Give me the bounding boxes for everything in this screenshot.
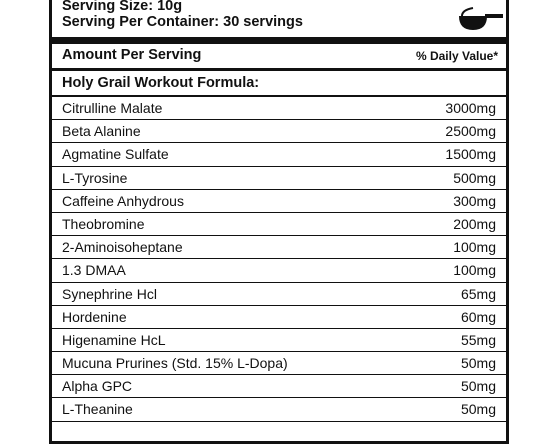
scoop-icon [455,2,505,32]
ingredient-name: L-Theanine [62,401,133,418]
ingredient-row [52,120,506,143]
amount-per-serving-header: Amount Per Serving [62,47,202,63]
ingredient-amount: 50mg [460,355,496,372]
ingredient-name: Higenamine HcL [62,331,166,348]
thick-divider [52,37,506,44]
ingredient-amount: 200mg [453,215,496,232]
ingredient-amount: 1500mg [445,146,496,163]
servings-per-container: Serving Per Container: 30 servings [62,14,303,30]
serving-size: Serving Size: 10g [62,0,183,14]
ingredient-amount: 2500mg [445,123,496,140]
ingredient-name: 2-Aminoisoheptane [62,239,183,256]
ingredient-row [52,143,506,166]
ingredient-amount: 50mg [460,378,496,395]
ingredient-name: Theobromine [62,215,145,232]
ingredient-name: Caffeine Anhydrous [62,192,184,209]
ingredient-amount: 100mg [453,239,496,256]
ingredient-row [52,236,506,259]
ingredient-amount: 500mg [453,169,496,186]
daily-value-header: % Daily Value* [415,49,498,63]
ingredient-name: Agmatine Sulfate [62,146,169,163]
formula-title: Holy Grail Workout Formula: [62,75,260,91]
ingredient-amount: 100mg [453,262,496,279]
ingredient-name: L-Tyrosine [62,169,128,186]
ingredient-row [52,213,506,236]
ingredient-name: Alpha GPC [62,378,133,395]
ingredient-row [52,190,506,213]
ingredient-row [52,167,506,190]
ingredient-row [52,398,506,421]
ingredient-amount: 3000mg [445,100,496,116]
ingredient-amount: 60mg [460,308,496,325]
ingredient-name: Hordenine [62,308,127,325]
ingredient-amount: 300mg [453,192,496,209]
ingredient-row [52,352,506,375]
ingredient-row [52,97,506,120]
ingredient-name: Mucuna Prurines (Std. 15% L-Dopa) [62,355,288,372]
ingredient-row [52,283,506,306]
ingredient-amount: 65mg [460,285,496,302]
ingredient-name: Synephrine Hcl [62,285,157,302]
ingredient-row [52,329,506,352]
ingredient-name: Beta Alanine [62,123,141,140]
ingredient-list [52,97,506,422]
ingredient-row [52,306,506,329]
ingredient-amount: 55mg [460,331,496,348]
ingredient-row [52,375,506,398]
ingredient-name: Citrulline Malate [62,100,163,116]
ingredient-amount: 50mg [460,401,496,418]
ingredient-row [52,259,506,282]
header-divider [52,68,506,71]
ingredient-name: 1.3 DMAA [62,262,126,279]
